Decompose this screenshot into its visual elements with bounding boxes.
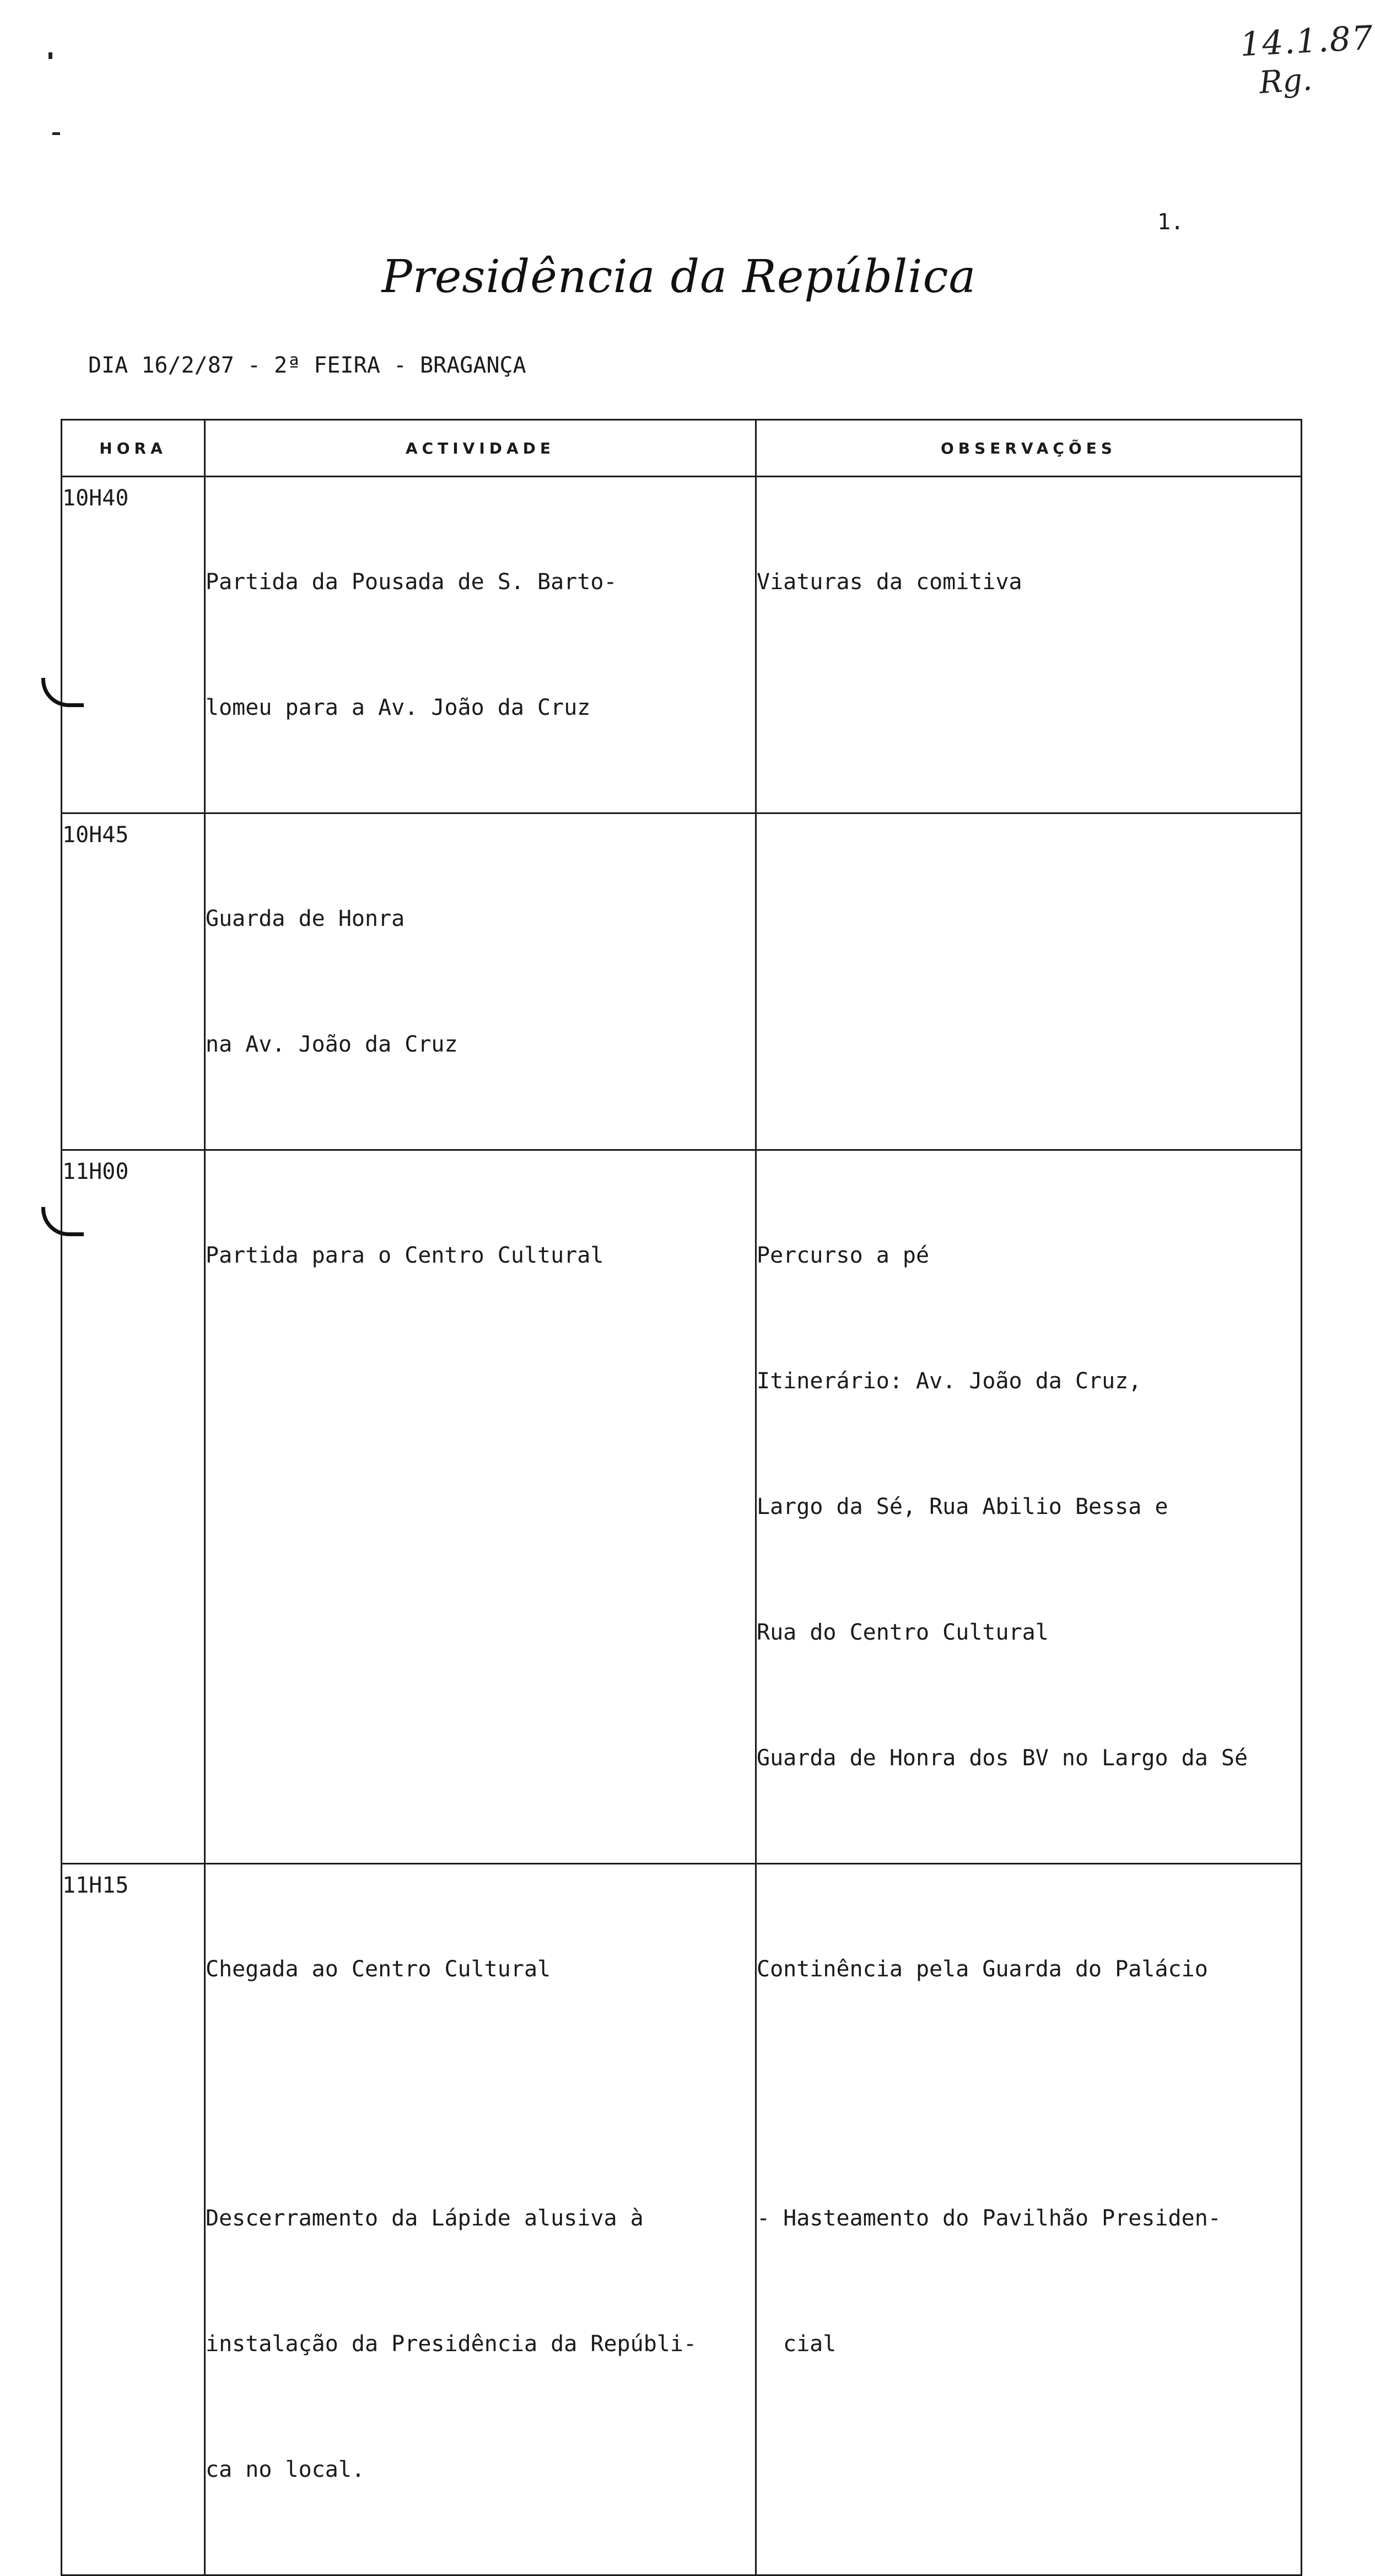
handwritten-initials: Rg. [1258,61,1313,101]
actividade-line: instalação da Presidência da Repúbli- [206,2331,697,2357]
actividade-cell [205,1150,756,1864]
observacoes-cell [756,1150,1302,1864]
table-row [62,1864,1302,2575]
actividade-line: Descerramento da Lápide alusiva à [206,2206,644,2231]
observacoes-cell [756,477,1302,813]
observacoes-line: - Hasteamento do Pavilhão Presiden- [757,2206,1221,2231]
actividade-cell [205,813,756,1150]
column-header-observacoes: OBSERVAÇÕES [756,420,1302,477]
observacoes-cell [756,813,1302,1150]
scan-mark [48,52,52,59]
actividade-cell [205,1864,756,2575]
observacoes-cell [756,1864,1302,2575]
observacoes-line: Viaturas da comitiva [757,569,1022,595]
actividade-line: Partida da Pousada de S. Barto- [206,569,617,595]
actividade-line: lomeu para a Av. João da Cruz [206,695,591,720]
actividade-line: Chegada ao Centro Cultural [206,1957,551,1982]
actividade-line: Guarda de Honra [206,906,405,931]
table-row [62,1150,1302,1864]
observacoes-line: Percurso a pé [757,1243,930,1268]
actividade-cell [205,477,756,813]
observacoes-line: Itinerário: Av. João da Cruz, [757,1368,1142,1394]
letterhead-title: Presidência da República [381,251,977,303]
column-header-actividade: ACTIVIDADE [205,420,756,477]
observacoes-line: Continência pela Guarda do Palácio [757,1957,1208,1982]
schedule-table [61,419,1302,2576]
paragraph-gap [757,2074,1301,2114]
observacoes-line: cial [783,2331,837,2357]
handwritten-date: 14.1.87 [1239,18,1375,64]
column-header-hora: HORA [62,420,205,477]
scan-mark [52,132,60,135]
actividade-line: ca no local. [206,2457,365,2482]
page-number: 1. [1157,209,1184,235]
table-row [62,813,1302,1150]
hora-cell: 11H00 [62,1150,205,1864]
paragraph-gap [206,2074,755,2114]
day-header: DIA 16/2/87 - 2ª FEIRA - BRAGANÇA [88,353,526,378]
hora-cell: 10H40 [62,477,205,813]
actividade-line: na Av. João da Cruz [206,1032,458,1057]
observacoes-line: Guarda de Honra dos BV no Largo da Sé [757,1745,1248,1771]
observacoes-line: Largo da Sé, Rua Abilio Bessa e [757,1494,1168,1519]
hora-cell: 10H45 [62,813,205,1150]
hora-cell: 11H15 [62,1864,205,2575]
actividade-line: Partida para o Centro Cultural [206,1243,604,1268]
header-row [62,420,1302,477]
table-row [62,477,1302,813]
observacoes-line: Rua do Centro Cultural [757,1620,1049,1645]
